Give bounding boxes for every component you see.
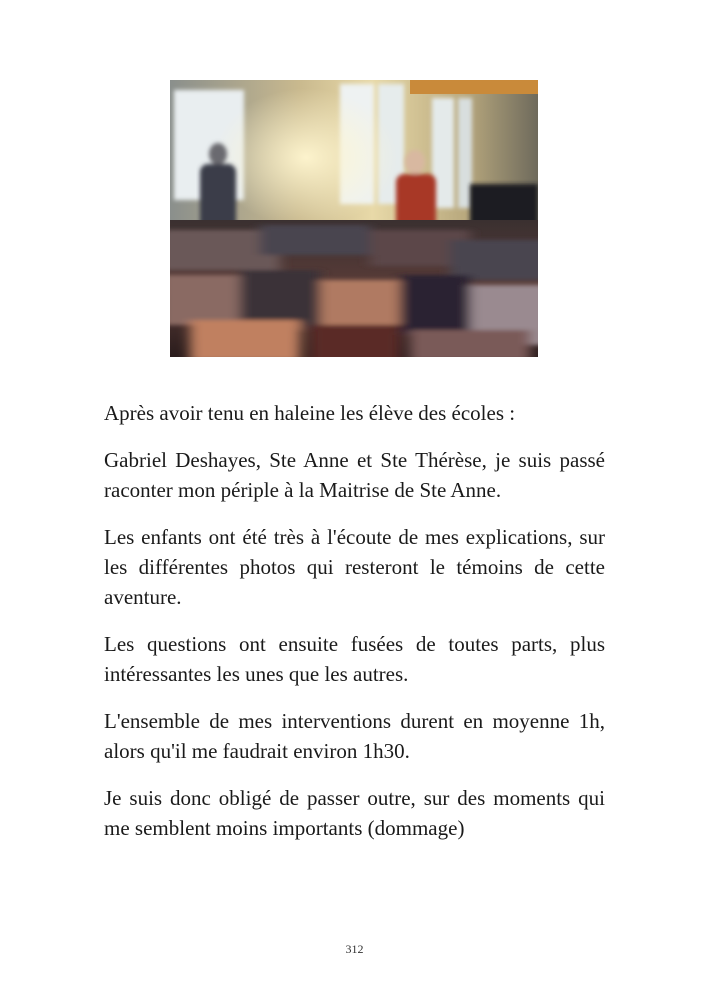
body-text xyxy=(104,398,605,860)
paragraph-3: Les enfants ont été très à l'écoute de mes explications, sur les différentes photos qui resteront le témoins de cette aventure. xyxy=(104,525,605,609)
paragraph-1: Après avoir tenu en haleine les élève des écoles : xyxy=(104,401,516,425)
page-number: 312 xyxy=(345,942,364,956)
paragraph-2: Gabriel Deshayes, Ste Anne et Ste Thérèse, je suis passé raconter mon périple à la Maitrise de Ste Anne. xyxy=(104,448,605,502)
paragraph-5: L'ensemble de mes interventions durent en moyenne 1h, alors qu'il me faudrait environ 1h30. xyxy=(104,709,605,763)
classroom-photo xyxy=(170,80,538,357)
paragraph-4: Les questions ont ensuite fusées de toutes parts, plus intéressantes les unes que les autres. xyxy=(104,632,605,686)
paragraph-6: Je suis donc obligé de passer outre, sur des moments qui me semblent moins importants (dommage) xyxy=(104,786,605,840)
